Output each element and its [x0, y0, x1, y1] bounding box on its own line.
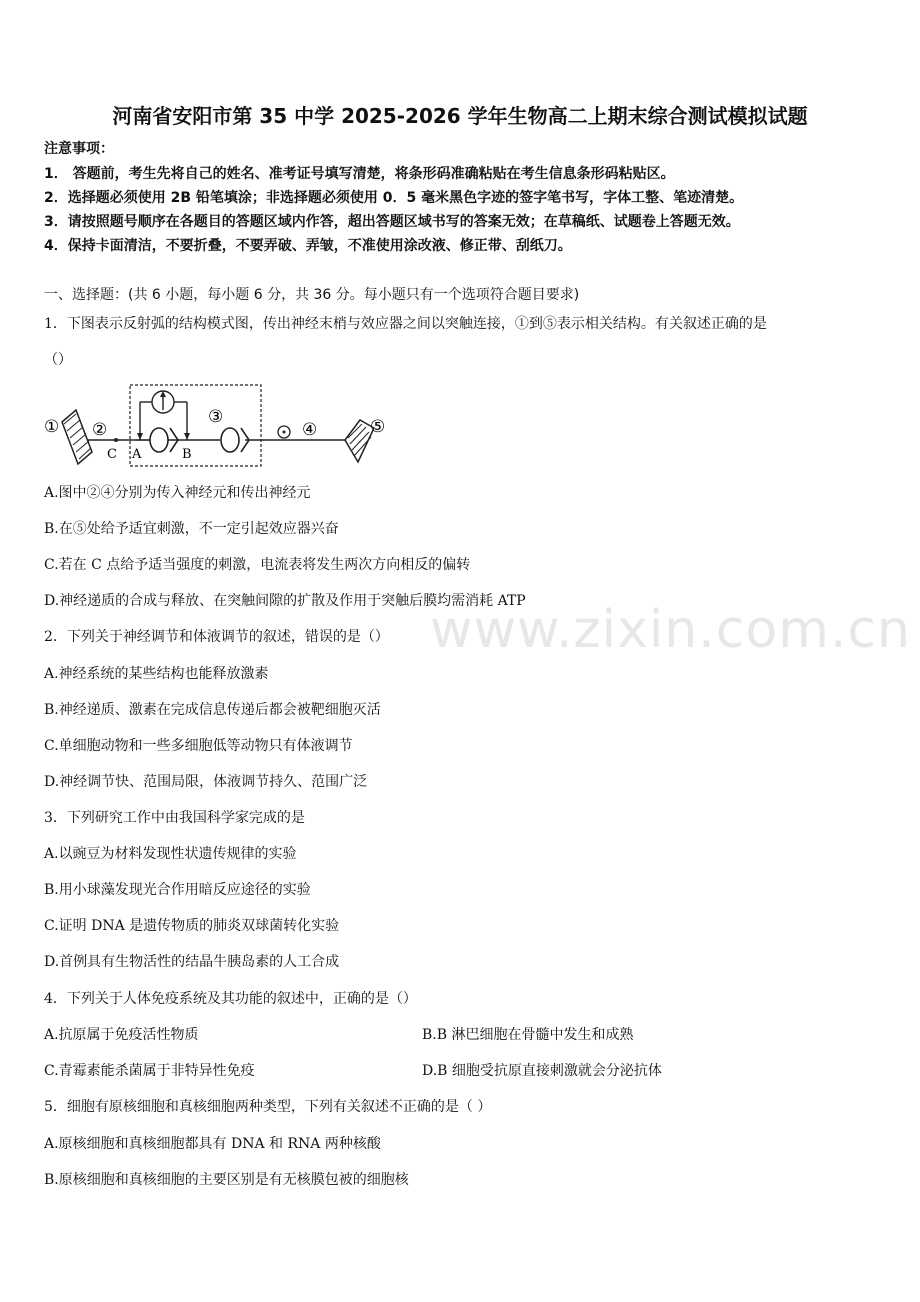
question-2-stem: 2．下列关于神经调节和体液调节的叙述，错误的是（）: [44, 629, 389, 645]
question-3-option-a: A.以豌豆为材料发现性状遗传规律的实验: [44, 846, 297, 862]
question-1-stem-cont: （）: [44, 352, 72, 368]
question-5-stem: 5．细胞有原核细胞和真核细胞两种类型，下列有关叙述不正确的是（ ）: [44, 1099, 492, 1115]
hatched-block-left: [62, 410, 92, 464]
question-3-option-b: B.用小球藻发现光合作用暗反应途径的实验: [44, 882, 311, 898]
notice-heading: 注意事项：: [44, 141, 114, 157]
page-title: 河南省安阳市第 35 中学 2025-2026 学年生物高二上期末综合测试模拟试题: [112, 104, 808, 128]
question-2-option-d: D.神经调节快、范围局限，体液调节持久、范围广泛: [44, 774, 368, 790]
question-3-option-d: D.首例具有生物活性的结晶牛胰岛素的人工合成: [44, 954, 340, 970]
dashed-box: [130, 385, 261, 466]
synapse-2: [221, 428, 249, 452]
question-3-stem: 3．下列研究工作中由我国科学家完成的是: [44, 810, 305, 826]
question-1-option-b: B.在⑤处给予适宜刺激，不一定引起效应器兴奋: [44, 521, 339, 537]
question-1-stem: 1．下图表示反射弧的结构模式图，传出神经末梢与效应器之间以突触连接，①到⑤表示相关结构。有关叙述正确的是: [44, 316, 767, 332]
question-1-option-a: A.图中②④分别为传入神经元和传出神经元: [44, 485, 311, 501]
question-3-option-c: C.证明 DNA 是遗传物质的肺炎双球菌转化实验: [44, 918, 340, 934]
label-5: ⑤: [370, 417, 386, 437]
question-5-option-a: A.原核细胞和真核细胞都具有 DNA 和 RNA 两种核酸: [44, 1136, 381, 1152]
question-1-option-c: C.若在 C 点给予适当强度的刺激，电流表将发生两次方向相反的偏转: [44, 557, 471, 573]
point-a-label: A: [132, 447, 142, 462]
point-c-dot: [114, 438, 118, 442]
label-3: ③: [208, 407, 224, 427]
question-4-option-c: C.青霉素能杀菌属于非特异性免疫: [44, 1063, 255, 1079]
question-4-option-d: D.B 细胞受抗原直接刺激就会分泌抗体: [422, 1063, 662, 1079]
question-2-option-a: A.神经系统的某些结构也能释放激素: [44, 666, 269, 682]
question-5-option-b: B.原核细胞和真核细胞的主要区别是有无核膜包被的细胞核: [44, 1172, 409, 1188]
label-4: ④: [302, 420, 318, 440]
question-1-option-d: D.神经递质的合成与释放、在突触间隙的扩散及作用于突触后膜均需消耗 ATP: [44, 593, 526, 609]
point-c-label: C: [107, 447, 117, 462]
question-2-option-b: B.神经递质、激素在完成信息传递后都会被靶细胞灭活: [44, 702, 381, 718]
notice-item: 4．保持卡面清洁，不要折叠，不要弄破、弄皱，不准使用涂改液、修正带、刮纸刀。: [44, 238, 572, 254]
stimulus-marker-dot: [283, 431, 286, 434]
section-heading: 一、选择题：(共 6 小题，每小题 6 分，共 36 分。每小题只有一个选项符合题目要求): [44, 287, 580, 303]
question-2-option-c: C.单细胞动物和一些多细胞低等动物只有体液调节: [44, 738, 353, 754]
label-1: ①: [44, 417, 60, 437]
notice-item: 2．选择题必须使用 2B 铅笔填涂；非选择题必须使用 0．5 毫米黑色字迹的签字笔书写，字体工整、笔迹清楚。: [44, 190, 744, 206]
reflex-arc-figure: [40, 380, 400, 470]
point-b-label: B: [182, 447, 192, 462]
question-4-stem: 4．下列关于人体免疫系统及其功能的叙述中，正确的是（）: [44, 991, 417, 1007]
question-4-option-b: B.B 淋巴细胞在骨髓中发生和成熟: [422, 1027, 634, 1043]
watermark: www.zixin.com.cn: [430, 600, 911, 660]
label-2: ②: [92, 420, 108, 440]
notice-item: 1． 答题前，考生先将自己的姓名、准考证号填写清楚，将条形码准确粘贴在考生信息条形码粘贴区。: [44, 166, 675, 182]
question-4-option-a: A.抗原属于免疫活性物质: [44, 1027, 199, 1043]
notice-item: 3．请按照题号顺序在各题目的答题区域内作答，超出答题区域书写的答案无效；在草稿纸、试题卷上答题无效。: [44, 214, 740, 230]
